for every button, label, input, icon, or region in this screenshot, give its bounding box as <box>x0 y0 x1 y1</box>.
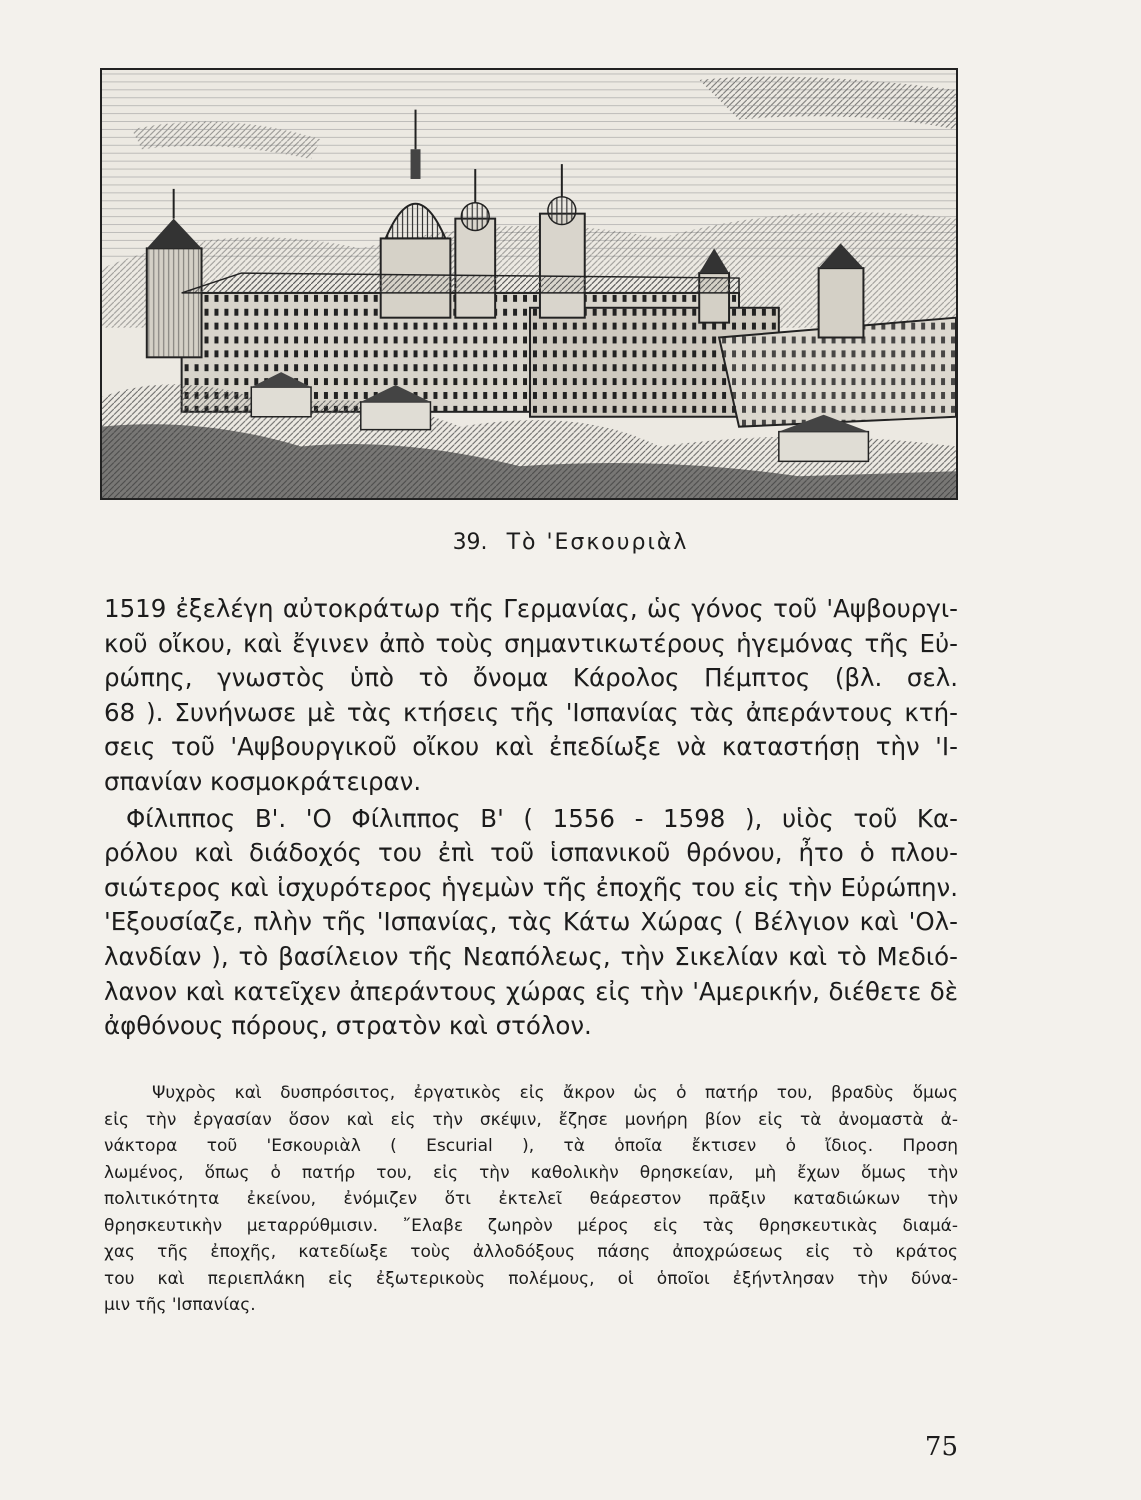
note-line: πολιτικότητα ἐκείνου, ἐνόμιζεν ὅτι ἐκτελεῖ θεάρεστον πρᾶξιν καταδιώκων τὴν <box>104 1189 958 1209</box>
text-line: λανον καὶ κατεῖχεν ἀπεράντους χώρας εἰς τὴν 'Αμερικήν, διέθετε δὲ <box>104 976 958 1006</box>
text-line: 1519 ἐξελέγη αὐτοκράτωρ τῆς Γερμανίας, ὡς γόνος τοῦ 'Αψβουργι- <box>104 594 958 623</box>
text-line: σεις τοῦ 'Αψβουργικοῦ οἴκου καὶ ἐπεδίωξε νὰ καταστήσῃ τὴν 'Ι- <box>104 732 958 762</box>
text-line: σπανίαν κοσμοκράτειραν. <box>104 766 422 796</box>
note-line: νάκτορα τοῦ 'Εσκουριὰλ ( Escurial ), τὰ ὁποῖα ἔκτισεν ὁ ἴδιος. Προση <box>104 1136 958 1156</box>
paragraph-philip <box>104 802 958 1044</box>
escorial-engraving-icon <box>102 70 956 498</box>
note-line: εἰς τὴν ἐργασίαν ὅσον καὶ εἰς τὴν σκέψιν, ἔζησε μονήρη βίον εἰς τὰ ἀνομαστὰ ἀ- <box>104 1109 958 1130</box>
note-line: Ψυχρὸς καὶ δυσπρόσιτος, ἐργατικὸς εἰς ἄκρον ὡς ὁ πατήρ του, βραδὺς ὅμως <box>152 1083 958 1103</box>
page-number: 75 <box>924 1432 958 1462</box>
escorial-engraving <box>100 68 958 500</box>
figure-number: 39. <box>452 530 488 555</box>
main-text <box>104 592 958 1044</box>
note-line: θρησκευτικὴν μεταρρύθμισιν. ῎Ελαβε ζωηρὸν μέρος εἰς τὰς θρησκευτικὰς διαμά- <box>104 1215 958 1236</box>
text-line: 'Εξουσίαζε, πλὴν τῆς 'Ισπανίας, τὰς Κάτω Χώρας ( Βέλγιον καὶ 'Ολ- <box>104 907 958 937</box>
figure-caption <box>0 530 1141 555</box>
note-line: χας τῆς ἐποχῆς, κατεδίωξε τοὺς ἀλλοδόξους πάσης ἀποχρώσεως εἰς τὸ κράτος <box>104 1242 958 1262</box>
figure-title: Τὸ 'Εσκουριὰλ <box>506 530 689 555</box>
text-line: Φίλιππος Β'. 'Ο Φίλιππος Β' ( 1556 - 1598 ), υἱὸς τοῦ Κα- <box>126 803 958 833</box>
text-line: ρόλου καὶ διάδοχός του ἐπὶ τοῦ ἱσπανικοῦ θρόνου, ἦτο ὁ πλου- <box>104 838 958 868</box>
text-line: λανδίαν ), τὸ βασίλειον τῆς Νεαπόλεως, τὴν Σικελίαν καὶ τὸ Μεδιό- <box>104 941 958 971</box>
note-line: λωμένος, ὅπως ὁ πατήρ του, εἰς τὴν καθολικὴν θρησκείαν, μὴ ἔχων ὅμως τὴν <box>104 1162 958 1183</box>
note-line: του καὶ περιεπλάκη εἰς ἐξωτερικοὺς πολέμους, οἱ ὁποῖοι ἐξήντλησαν τὴν δύνα- <box>104 1268 958 1289</box>
paragraph-charles <box>104 592 958 800</box>
footnote-block <box>104 1080 958 1319</box>
text-line: ἀφθόνους πόρους, στρατὸν καὶ στόλον. <box>104 1011 592 1041</box>
text-line: 68 ). Συνήνωσε μὲ τὰς κτήσεις τῆς 'Ισπανίας τὰς ἀπεράντους κτή- <box>104 697 958 727</box>
note-line: μιν τῆς 'Ισπανίας. <box>104 1295 256 1315</box>
text-line: σιώτερος καὶ ἰσχυρότερος ἡγεμὼν τῆς ἐποχῆς του εἰς τὴν Εὐρώπην. <box>104 872 958 902</box>
text-line: ρώπης, γνωστὸς ὑπὸ τὸ ὄνομα Κάρολος Πέμπτος (βλ. σελ. <box>104 663 958 693</box>
text-line: κοῦ οἴκου, καὶ ἔγινεν ἀπὸ τοὺς σημαντικωτέρους ἡγεμόνας τῆς Εὐ- <box>104 628 958 658</box>
